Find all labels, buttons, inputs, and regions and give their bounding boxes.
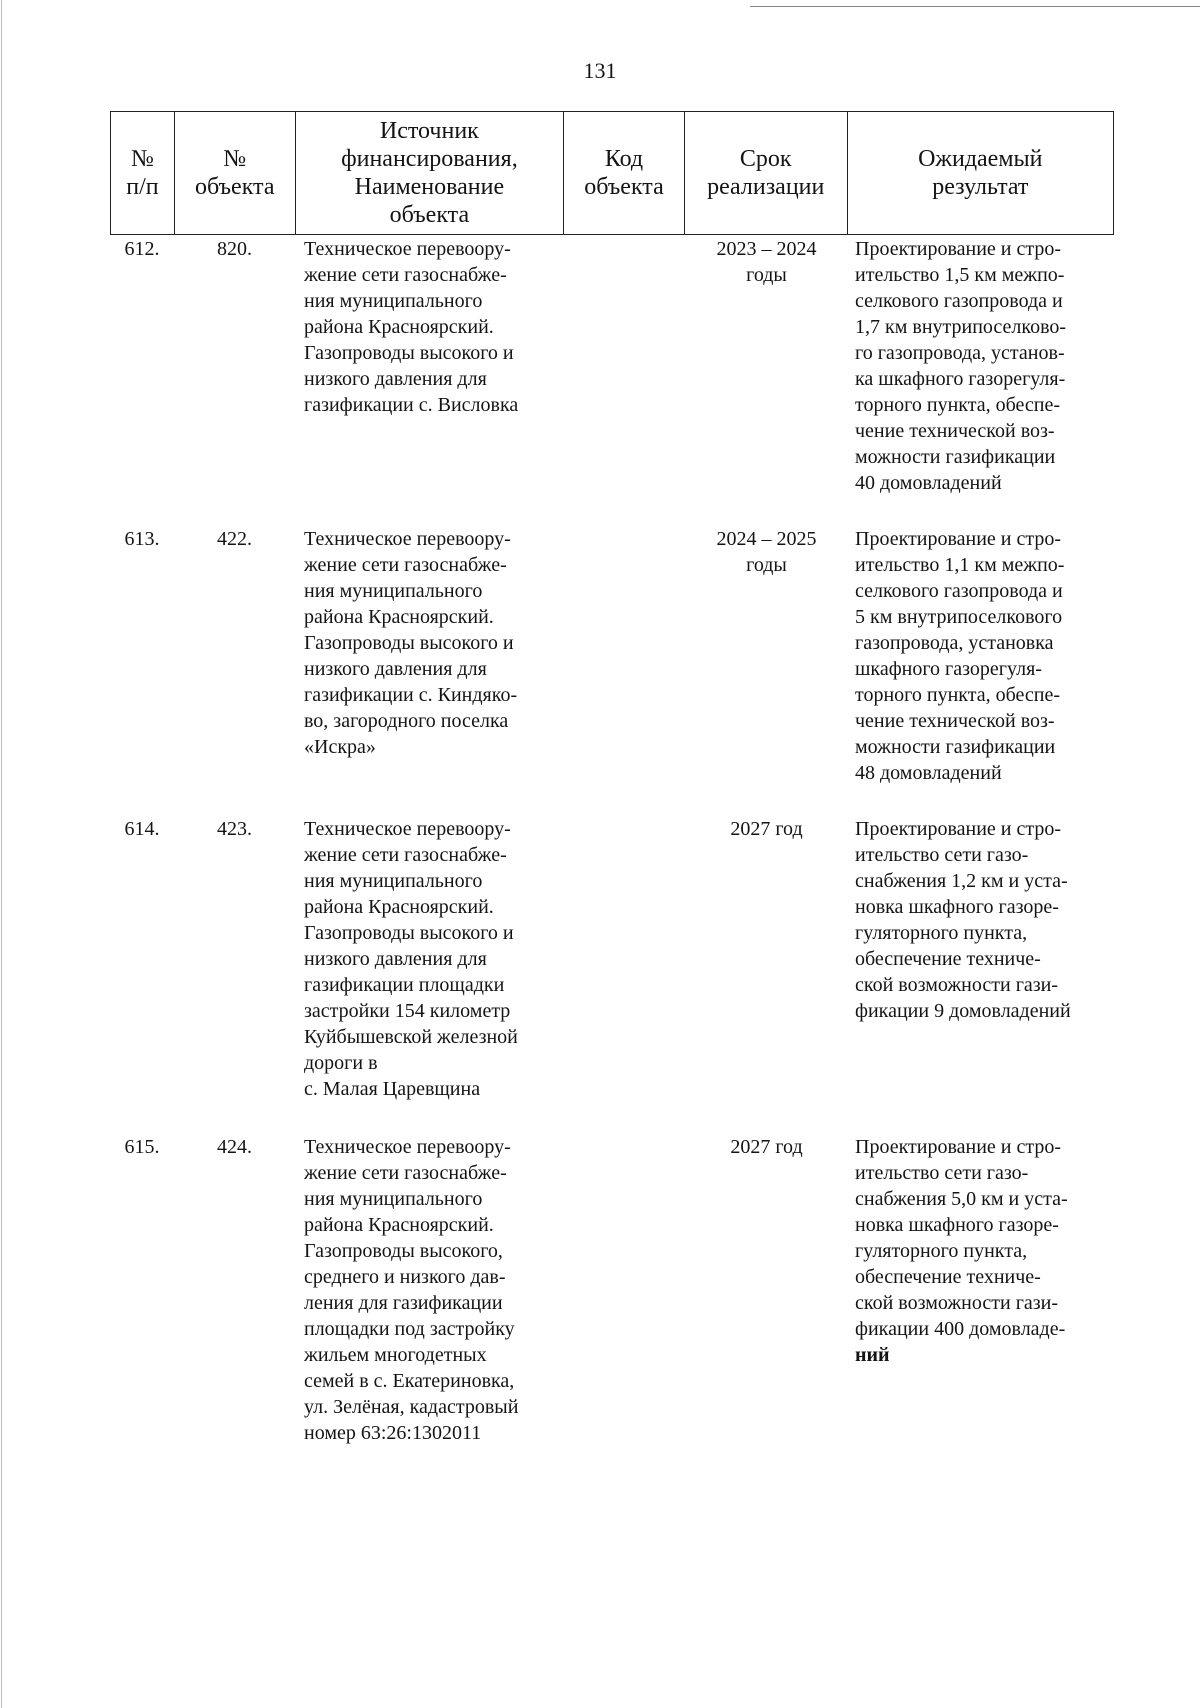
row-object-num: 422. — [217, 528, 252, 550]
row-term: 2024 – 2025 годы — [716, 528, 817, 576]
row-result: Проектирование и стро- ительство сети газо- снабжения 5,0 км и уста- новка шкафного газоре- гуляторного пункта, обеспечение техниче- ской возможности гази- фикации 400 домовладе- ний — [855, 1136, 1068, 1366]
row-term: 2023 – 2024 годы — [716, 238, 817, 286]
row-term: 2027 год — [730, 1136, 803, 1158]
table-row — [110, 526, 1114, 796]
row-num: 612. — [124, 238, 160, 260]
header-col-source: Источник финансирования, Наименование объекта — [296, 112, 564, 234]
row-object-name: Техническое перевоору- жение сети газоснабже- ния муниципального района Красноярский. Газопроводы высокого, среднего и низкого дав- ления для газификации площадки под застройку жильем многодетных семей в с. Екатериновка, ул. Зелёная, кадастровый номер 63:26:1302011 — [304, 1136, 519, 1444]
row-object-name: Техническое перевоору- жение сети газоснабже- ния муниципального района Красноярский. Газопроводы высокого и низкого давления для газификации с. Висловка — [304, 238, 519, 416]
scan-left-edge — [1, 0, 2, 1708]
row-object-name: Техническое перевоору- жение сети газоснабже- ния муниципального района Красноярский. Газопроводы высокого и низкого давления для газификации площадки застройки 154 километр Куйбышевской железной дороги в с. Малая Царевщина — [304, 818, 518, 1100]
scan-top-line — [750, 6, 1200, 7]
header-col-result: Ожидаемый результат — [918, 146, 1043, 200]
table-row — [110, 1134, 1114, 1464]
header-col-obj: № объекта — [175, 112, 296, 234]
row-term: 2027 год — [730, 818, 803, 840]
header-col-code: Код объекта — [564, 112, 685, 234]
page-number: 131 — [583, 58, 617, 83]
row-num: 613. — [124, 528, 160, 550]
row-result: Проектирование и стро- ительство 1,1 км межпо- селкового газопровода и 5 км внутрипоселкового газопровода, установка шкафного газорегуля- торного пункта, обеспе- чение технической воз- можности газификации 48 домовладений — [855, 528, 1065, 784]
header-col-num: № п/п — [111, 112, 175, 234]
row-object-num: 423. — [217, 818, 252, 840]
row-result: Проектирование и стро- ительство сети газо- снабжения 1,2 км и уста- новка шкафного газоре- гуляторного пункта, обеспечение техниче- ской возможности гази- фикации 9 домовладений — [855, 818, 1071, 1022]
row-num: 615. — [124, 1136, 160, 1158]
row-object-name: Техническое перевоору- жение сети газоснабже- ния муниципального района Красноярский. Газопроводы высокого и низкого давления для газификации с. Киндяко- во, загородного поселка «Искра» — [304, 528, 518, 758]
row-result: Проектирование и стро- ительство 1,5 км межпо- селкового газопровода и 1,7 км внутрипоселково- го газопровода, установ- ка шкафного газорегуля- торного пункта, обеспе- чение технической воз- можности газификации 40 домовладений — [855, 238, 1067, 494]
row-num: 614. — [124, 818, 160, 840]
row-object-num: 820. — [217, 238, 252, 260]
header-col-term: Срок реализации — [685, 112, 848, 234]
table-header — [110, 111, 1114, 235]
table-row — [110, 236, 1114, 506]
row-object-num: 424. — [217, 1136, 252, 1158]
table-row — [110, 816, 1114, 1116]
